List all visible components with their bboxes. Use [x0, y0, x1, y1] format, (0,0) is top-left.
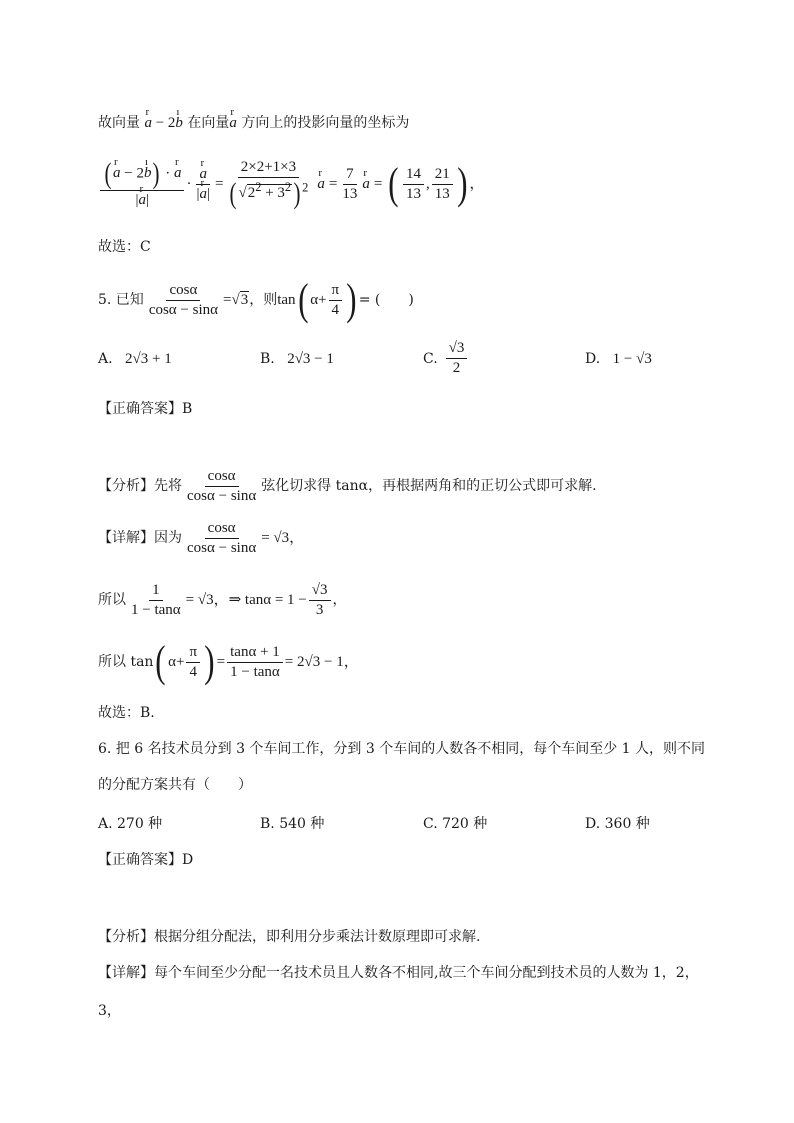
q5-fraction: $\frac{\cos\alpha}{\cos\alpha - \sin\alpha}$: [148, 281, 218, 318]
vector-a: r a: [229, 114, 237, 132]
answer-4: 故选：C: [98, 239, 151, 255]
q5-option-a[interactable]: A. 2√3 + 1: [98, 351, 172, 367]
q5-option-b[interactable]: B. 2√3 − 1: [260, 351, 334, 367]
q5-analysis-frac: $\frac{\cos\alpha}{\cos\alpha - \sin\alpha}$: [187, 467, 257, 504]
q5-step-3: 所以 tan ( α+ $\frac{\pi}{4}$ ) = $\frac{\tan\alpha + 1}{1 - \tan\alpha}$ = 2√3 − 1，: [98, 637, 359, 686]
answer-5: 故选：B.: [98, 705, 155, 721]
q5-option-d[interactable]: D. 1 − √3: [585, 351, 652, 367]
question-6-line-1: 6. 把 6 名技术员分到 3 个车间工作，分到 3 个车间的人数各不相同，每个车间至少 1 人，则不同: [98, 741, 706, 757]
q5-step3-pi-over-4: $\frac{\pi}{4}$: [186, 644, 200, 681]
q5-step3-frac: $\frac{\tan\alpha + 1}{1 - \tan\alpha}$: [227, 644, 283, 681]
q6-detail-line-2: 3，: [98, 1003, 121, 1019]
q6-analysis: 【分析】根据分组分配法，即利用分步乘法计数原理即可求解.: [98, 929, 481, 945]
q5-pi-over-4: $\frac{\pi}{4}$: [329, 282, 343, 319]
q5-detail-frac: $\frac{\cos\alpha}{\cos\alpha - \sin\alpha}$: [187, 519, 257, 556]
q6-correct-answer: 【正确答案】D: [98, 852, 194, 868]
question-6-line-2: 的分配方案共有（ ）: [98, 777, 252, 793]
q5-step-2: 所以 $\frac{1}{1 - \tan\alpha}$ = √3，⇒ tanα = 1 − $\frac{√3}{3}$ ，: [98, 581, 347, 618]
q6-option-c[interactable]: C. 720 种: [423, 816, 488, 832]
q5-option-c-frac: $\frac{√3}{2}$: [446, 340, 468, 377]
projection-formula: $\frac{\text{(r a − 2ı b) · r a}}{\text{|r a|}}$ · r $\frac{a}{\text{|r a|}}$ = $\frac{2\times 2+1\times 3}{( √2^2 + 3^2) ^2}$ r a = $\frac{7}{13}$ r a = ( $\frac{14}{13}$ , $\frac{21}{13}$ ) ，: [98, 152, 484, 216]
q5-option-c[interactable]: C. $\frac{√3}{2}$: [423, 340, 469, 377]
q6-option-a[interactable]: A. 270 种: [98, 816, 163, 832]
projection-frac-3: $\frac{7}{13}$: [342, 165, 358, 202]
projection-frac-1: $\frac{\text{(r a − 2ı b) · r a}}{\text{|r a|}}$: [100, 159, 184, 209]
q6-detail-line-1: 【详解】每个车间至少分配一名技术员且人数各不相同,故三个车间分配到技术员的人数为 1，2，: [98, 965, 699, 981]
q6-option-d[interactable]: D. 360 种: [585, 816, 650, 832]
q5-step2-frac2: $\frac{√3}{3}$: [309, 582, 331, 619]
q6-option-b[interactable]: B. 540 种: [260, 816, 325, 832]
q5-sqrt: √3: [231, 292, 249, 308]
coord-x: $\frac{14}{13}$: [403, 166, 424, 203]
vector-expression: r a − 2ı b: [144, 115, 182, 131]
q5-detail: 【详解】 因为 $\frac{\cos\alpha}{\cos\alpha - \sin\alpha}$ = √3，: [98, 519, 305, 556]
projection-intro: 故向量 r a − 2ı b 在向量r a 方向上的投影向量的坐标为: [98, 114, 409, 132]
projection-frac-2: $\frac{2\times 2+1\times 3}{( √2^2 + 3^2) ^2}$: [229, 159, 309, 210]
question-5: 5. 已知 $\frac{\cos\alpha}{\cos\alpha - \sin\alpha}$ = √3 ，则 tan ( α+ $\frac{\pi}{4}$ ) = ( ): [98, 275, 414, 324]
q5-analysis: 【分析】 先将 $\frac{\cos\alpha}{\cos\alpha - \sin\alpha}$ 弦化切求得 tanα，再根据两角和的正切公式即可求解.: [98, 467, 597, 504]
coord-y: $\frac{21}{13}$: [432, 166, 453, 203]
q5-correct-answer: 【正确答案】B: [98, 401, 193, 417]
q5-step2-frac1: $\frac{1}{1 - \tan\alpha}$: [131, 581, 181, 618]
projection-frac-unit: r $\frac{a}{\text{|r a|}}$: [193, 166, 213, 203]
